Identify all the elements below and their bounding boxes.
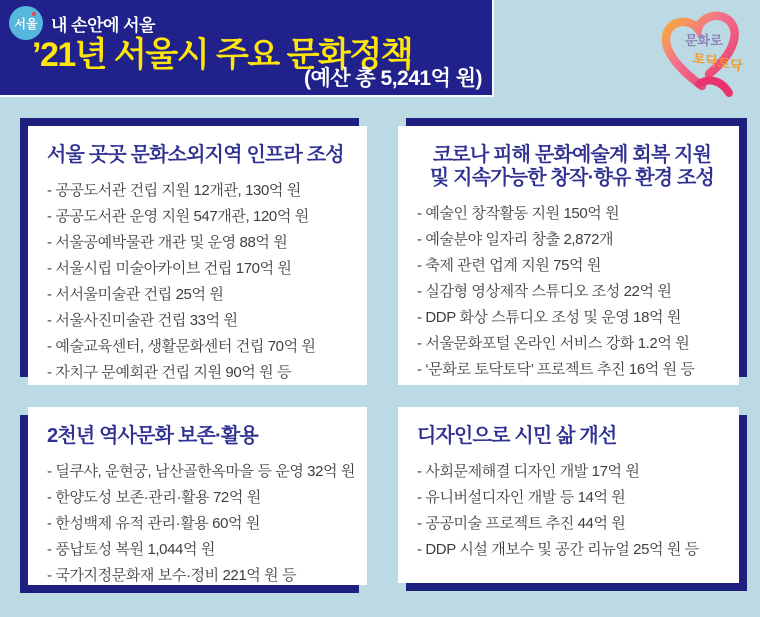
- card-item-list: [47, 178, 355, 386]
- card-title: [417, 425, 727, 448]
- list-item: - 서울공예박물관 개관 및 운영 88억 원: [47, 234, 288, 251]
- list-item: - 예술교육센터, 생활문화센터 건립 70억 원: [47, 338, 316, 355]
- list-item: - 사회문제해결 디자인 개발 17억 원: [417, 463, 640, 480]
- card-culture-infrastructure: [28, 126, 367, 385]
- header-band: [0, 0, 494, 97]
- list-item: - 딜쿠샤, 운현궁, 남산골한옥마을 등 운영 32억 원: [47, 463, 356, 480]
- heart-logo-text-line2: 토닥토닥: [691, 50, 744, 74]
- list-item: - 자치구 문예회관 건립 지원 90억 원 등: [47, 364, 292, 381]
- card-title-line: 서울 곳곳 문화소외지역 인프라 조성: [47, 144, 344, 166]
- list-item: - 실감형 영상제작 스튜디오 조성 22억 원: [417, 283, 672, 300]
- heart-ribbon-logo-icon: [648, 2, 756, 102]
- list-item: - 공공도서관 건립 지원 12개관, 130억 원: [47, 182, 301, 199]
- list-item: - 서울문화포털 온라인 서비스 강화 1.2억 원: [417, 335, 690, 352]
- list-item: - 예술분야 일자리 창출 2,872개: [417, 231, 614, 248]
- budget-subtitle: (예산 총 5,241억 원): [304, 67, 482, 90]
- card-design-improvement: [398, 407, 739, 583]
- list-item: - 축제 관련 업계 지원 75억 원: [417, 257, 601, 274]
- list-item: - 서울사진미술관 건립 33억 원: [47, 312, 238, 329]
- list-item: - 풍납토성 복원 1,044억 원: [47, 541, 215, 558]
- list-item: - 서울시립 미술아카이브 건립 170억 원: [47, 260, 292, 277]
- seoul-logo-text: 서울: [14, 17, 38, 31]
- card-title-line: 2천년 역사문화 보존·활용: [47, 425, 258, 447]
- card-history-preservation: [28, 407, 367, 585]
- card-title-line: 코로나 피해 문화예술계 회복 지원: [432, 144, 712, 166]
- card-title-line: 디자인으로 시민 삶 개선: [417, 425, 617, 447]
- list-item: - DDP 시설 개보수 및 공간 리뉴얼 25억 원 등: [417, 541, 699, 558]
- page-title: ’21년 서울시 주요 문화정책: [32, 36, 413, 74]
- card-covid-recovery: [398, 126, 739, 385]
- card-item-list: [47, 459, 355, 589]
- list-item: - DDP 화상 스튜디오 조성 및 운영 18억 원: [417, 309, 681, 326]
- list-item: - 서서울미술관 건립 25억 원: [47, 286, 224, 303]
- heart-logo-text-line1: 문화로: [685, 33, 723, 48]
- list-item: - 예술인 창작활동 지원 150억 원: [417, 205, 620, 222]
- card-item-list: [417, 459, 727, 563]
- brand-label: 내 손안에 서울: [51, 15, 155, 35]
- list-item: - 공공도서관 운영 지원 547개관, 120억 원: [47, 208, 309, 225]
- list-item: - 유니버설디자인 개발 등 14억 원: [417, 489, 626, 506]
- list-item: - 국가지정문화재 보수·정비 221억 원 등: [47, 567, 297, 584]
- card-title: [47, 144, 355, 167]
- list-item: - ‘문화로 토닥토닥’ 프로젝트 추진 16억 원 등: [417, 361, 695, 378]
- list-item: - 한양도성 보존·관리·활용 72억 원: [47, 489, 261, 506]
- card-title: [47, 425, 355, 448]
- list-item: - 공공미술 프로젝트 추진 44억 원: [417, 515, 626, 532]
- card-title: [417, 144, 727, 190]
- list-item: - 한성백제 유적 관리·활용 60억 원: [47, 515, 260, 532]
- card-item-list: [417, 201, 727, 383]
- card-title-line: 및 지속가능한 창작·향유 환경 조성: [429, 167, 715, 189]
